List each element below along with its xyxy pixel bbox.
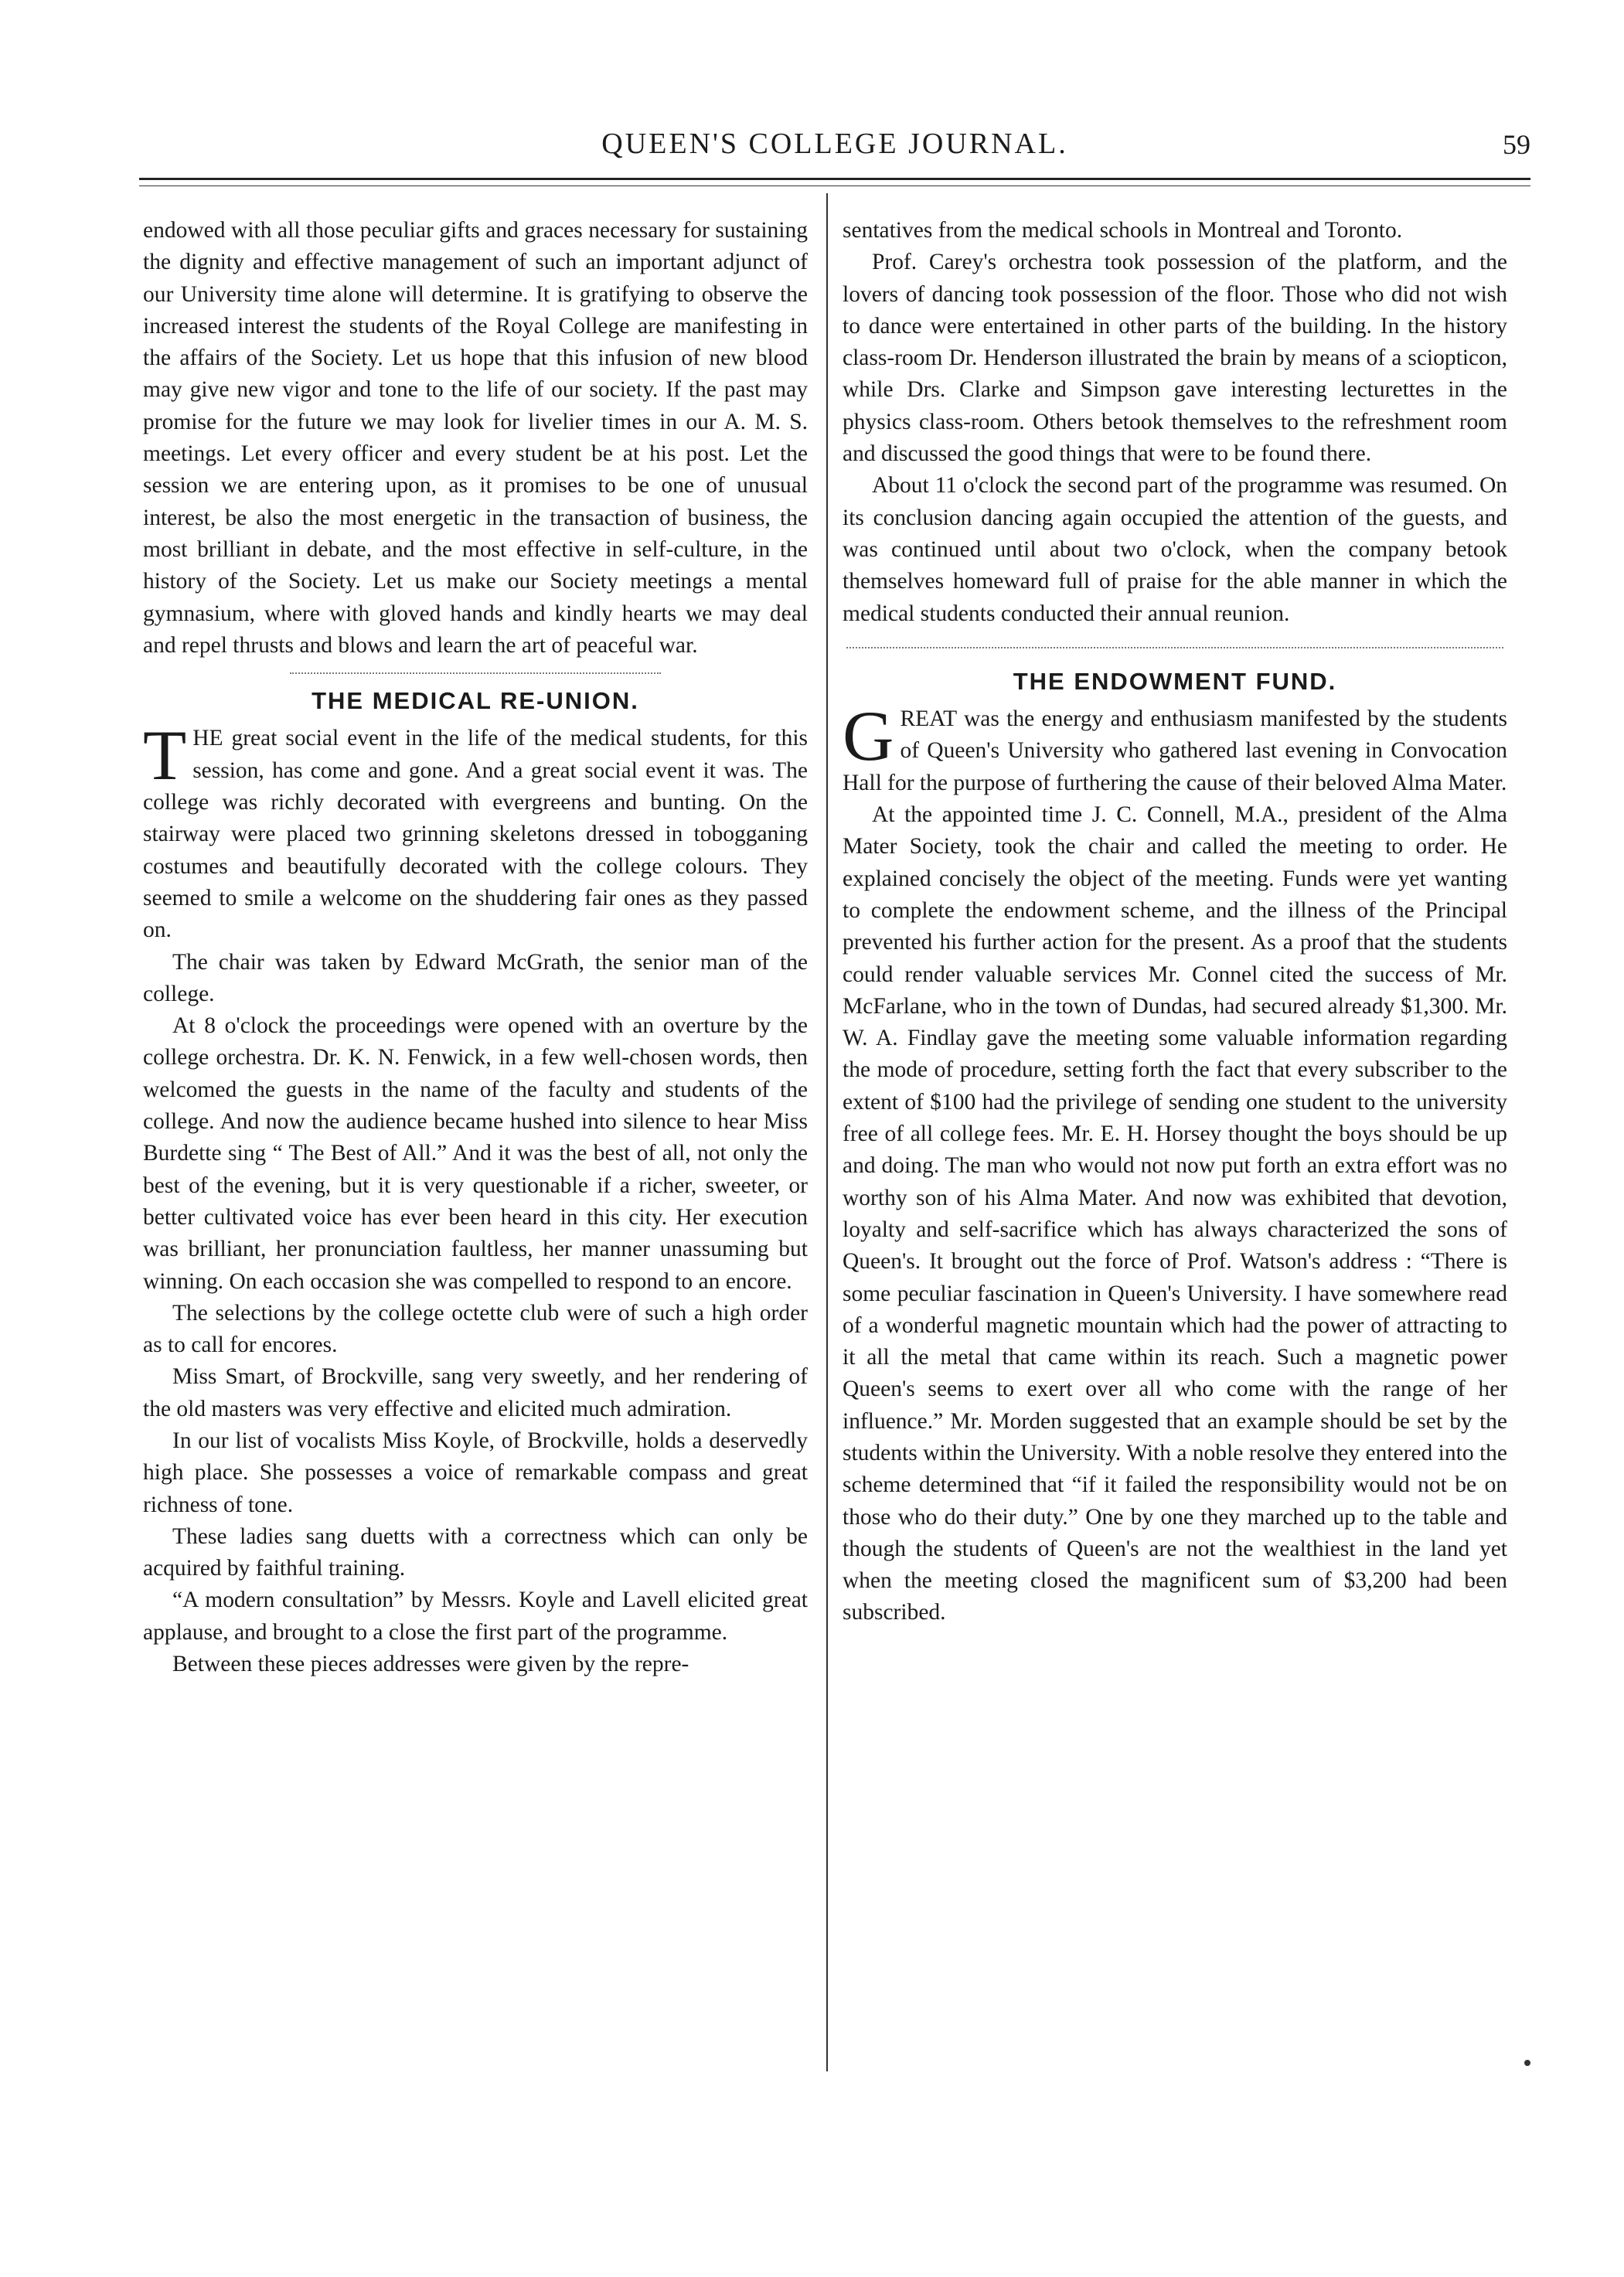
right-column [843,215,1507,1629]
header-rule-thin [139,185,1530,186]
medical-reunion-paragraph: Between these pieces addresses were given by the repre- [172,1652,689,1677]
medical-reunion-paragraph: “A modern consultation” by Messrs. Koyle and Lavell elicited great applause, and brought to a close the first part of the programme. [143,1588,808,1645]
section-separator [290,672,661,674]
medical-reunion-paragraph: In our list of vocalists Miss Koyle, of Brockville, holds a deservedly high place. She possesses a voice of remarkable compass and great richness of tone. [143,1428,808,1517]
medical-reunion-paragraph: Prof. Carey's orchestra took possession of the platform, and the lovers of dancing took possession of the floor. Those who did not wish to dance were entertained in other parts of the building. In the history class-room Dr. Henderson illustrated the brain by means of a sciopticon, while Drs. Clarke and Simpson gave interesting lecturettes in the physics class-room. Others betook themselves to the refreshment room and discussed the good things that were to be found there. [843,250,1507,467]
stray-mark [1524,2060,1530,2066]
left-column [143,215,808,1680]
header-rule-thick [139,178,1530,180]
medical-reunion-paragraph: The chair was taken by Edward McGrath, the senior man of the college. [143,949,808,1006]
drop-cap-letter: G [843,696,894,776]
page-header [139,124,1530,170]
medical-reunion-paragraph: Miss Smart, of Brockville, sang very sweetly, and her rendering of the old masters was very effective and elicited much admiration. [143,1364,808,1421]
medical-reunion-paragraph: About 11 o'clock the second part of the programme was resumed. On its conclusion dancing again occupied the attention of the guests, and was continued until about two o'clock, when the company betook themselves homeward full of praise for the able manner in which the medical students conducted their annual reunion. [843,473,1507,626]
section-separator [846,647,1503,648]
medical-reunion-paragraph: These ladies sang duetts with a correctness which can only be acquired by faithful training. [143,1523,808,1581]
endowment-paragraph: At the appointed time J. C. Connell, M.A., president of the Alma Mater Society, took the chair and called the meeting to order. He explained concisely the object of the meeting. Funds were yet wanting to complete the endowment scheme, and the illness of the Principal prevented his further action for the present. As a proof that the students could render valuable services Mr. Connel cited the success of Mr. McFarlane, who in the town of Dundas, had secured already $1,300. Mr. W. A. Findlay gave the meeting some valuable information regarding the mode of procedure, setting forth the fact that every subscriber to the extent of $100 had the privilege of sending one student to the university free of all college fees. Mr. E. H. Horsey thought the boys should be up and doing. The man who would not now put forth an extra effort was no worthy son of his Alma Mater. And now was exhibited that devotion, loyalty and self-sacrifice which has always characterized the sons of Queen's. It brought out the force of Prof. Watson's address : “There is some peculiar fascination in Queen's University. I have somewhere read of a wonderful magnetic mountain which had the power of attracting to it all the metal that came within its reach. Such a magnetic power Queen's seems to exert over all who come with the range of her influence.” Mr. Morden suggested that an example should be set by the students within the University. With a noble resolve they entered into the scheme determined that “if it failed the responsibility would not be on those who do their duty.” One by one they marched up to the table and though the students of Queen's are not the wealthiest in the land yet when the meeting closed the magnificent sum of $3,200 had been subscribed. [843,802,1507,1625]
page-number: 59 [1503,129,1530,160]
editorial-continuation: endowed with all those peculiar gifts and graces necessary for sustaining the dignity and effective management of such an important adjunct of our University time alone will determine. It is gratifying to observe the increased interest the students of the Royal College are manifesting in the affairs of the Society. Let us hope that this infusion of new blood may give new vigor and tone to the life of our society. If the past may promise for the future we may look for livelier times in our A. M. S. meetings. Let every officer and every student be at his post. Let the session we are entering upon, as it promises to be one of unusual interest, be also the most energetic in the transaction of business, the most brilliant in debate, and the most effective in self-culture, in the history of the Society. Let us make our Society meetings a mental gymnasium, where with gloved hands and kindly hearts we may deal and repel thrusts and blows and learn the art of peaceful war. [143,218,808,658]
column-divider [826,193,828,2071]
medical-reunion-paragraph: At 8 o'clock the proceedings were opened with an overture by the college orchestra. Dr. K. N. Fenwick, in a few well-chosen words, then welcomed the guests in the name of the faculty and students of the college. And now the audience became hushed into silence to hear Miss Burdette sing “ The Best of All.” And it was the best of all, not only the best of the evening, but it is very questionable if a richer, sweeter, or better cultivated voice has ever been heard in this city. Her execution was brilliant, her pronunciation faultless, her manner unassuming but winning. On each occasion she was compelled to respond to an encore. [143,1013,808,1294]
drop-cap-letter: T [143,716,187,795]
endowment-fund-heading: THE ENDOWMENT FUND. [1013,667,1337,695]
endowment-paragraph: GREAT was the energy and enthusiasm manifested by the students of Queen's University who gathered last evening in Convocation Hall for the purpose of furthering the cause of their beloved Alma Mater. [843,696,1507,795]
medical-reunion-paragraph: THE great social event in the life of the medical students, for this session, has come and gone. And a great social event it was. The college was richly decorated with evergreens and bunting. On the stairway were placed two grinning skeletons dressed in tobogganing costumes and beautifully decorated with the college colours. They seemed to smile a welcome on the shuddering fair ones as they passed on. [143,716,808,943]
medical-reunion-heading: THE MEDICAL RE-UNION. [312,687,639,715]
journal-title: QUEEN'S COLLEGE JOURNAL. [601,128,1068,160]
medical-reunion-continuation: sentatives from the medical schools in Montreal and Toronto. [843,218,1403,243]
medical-reunion-paragraph: The selections by the college octette club were of such a high order as to call for encores. [143,1300,808,1358]
